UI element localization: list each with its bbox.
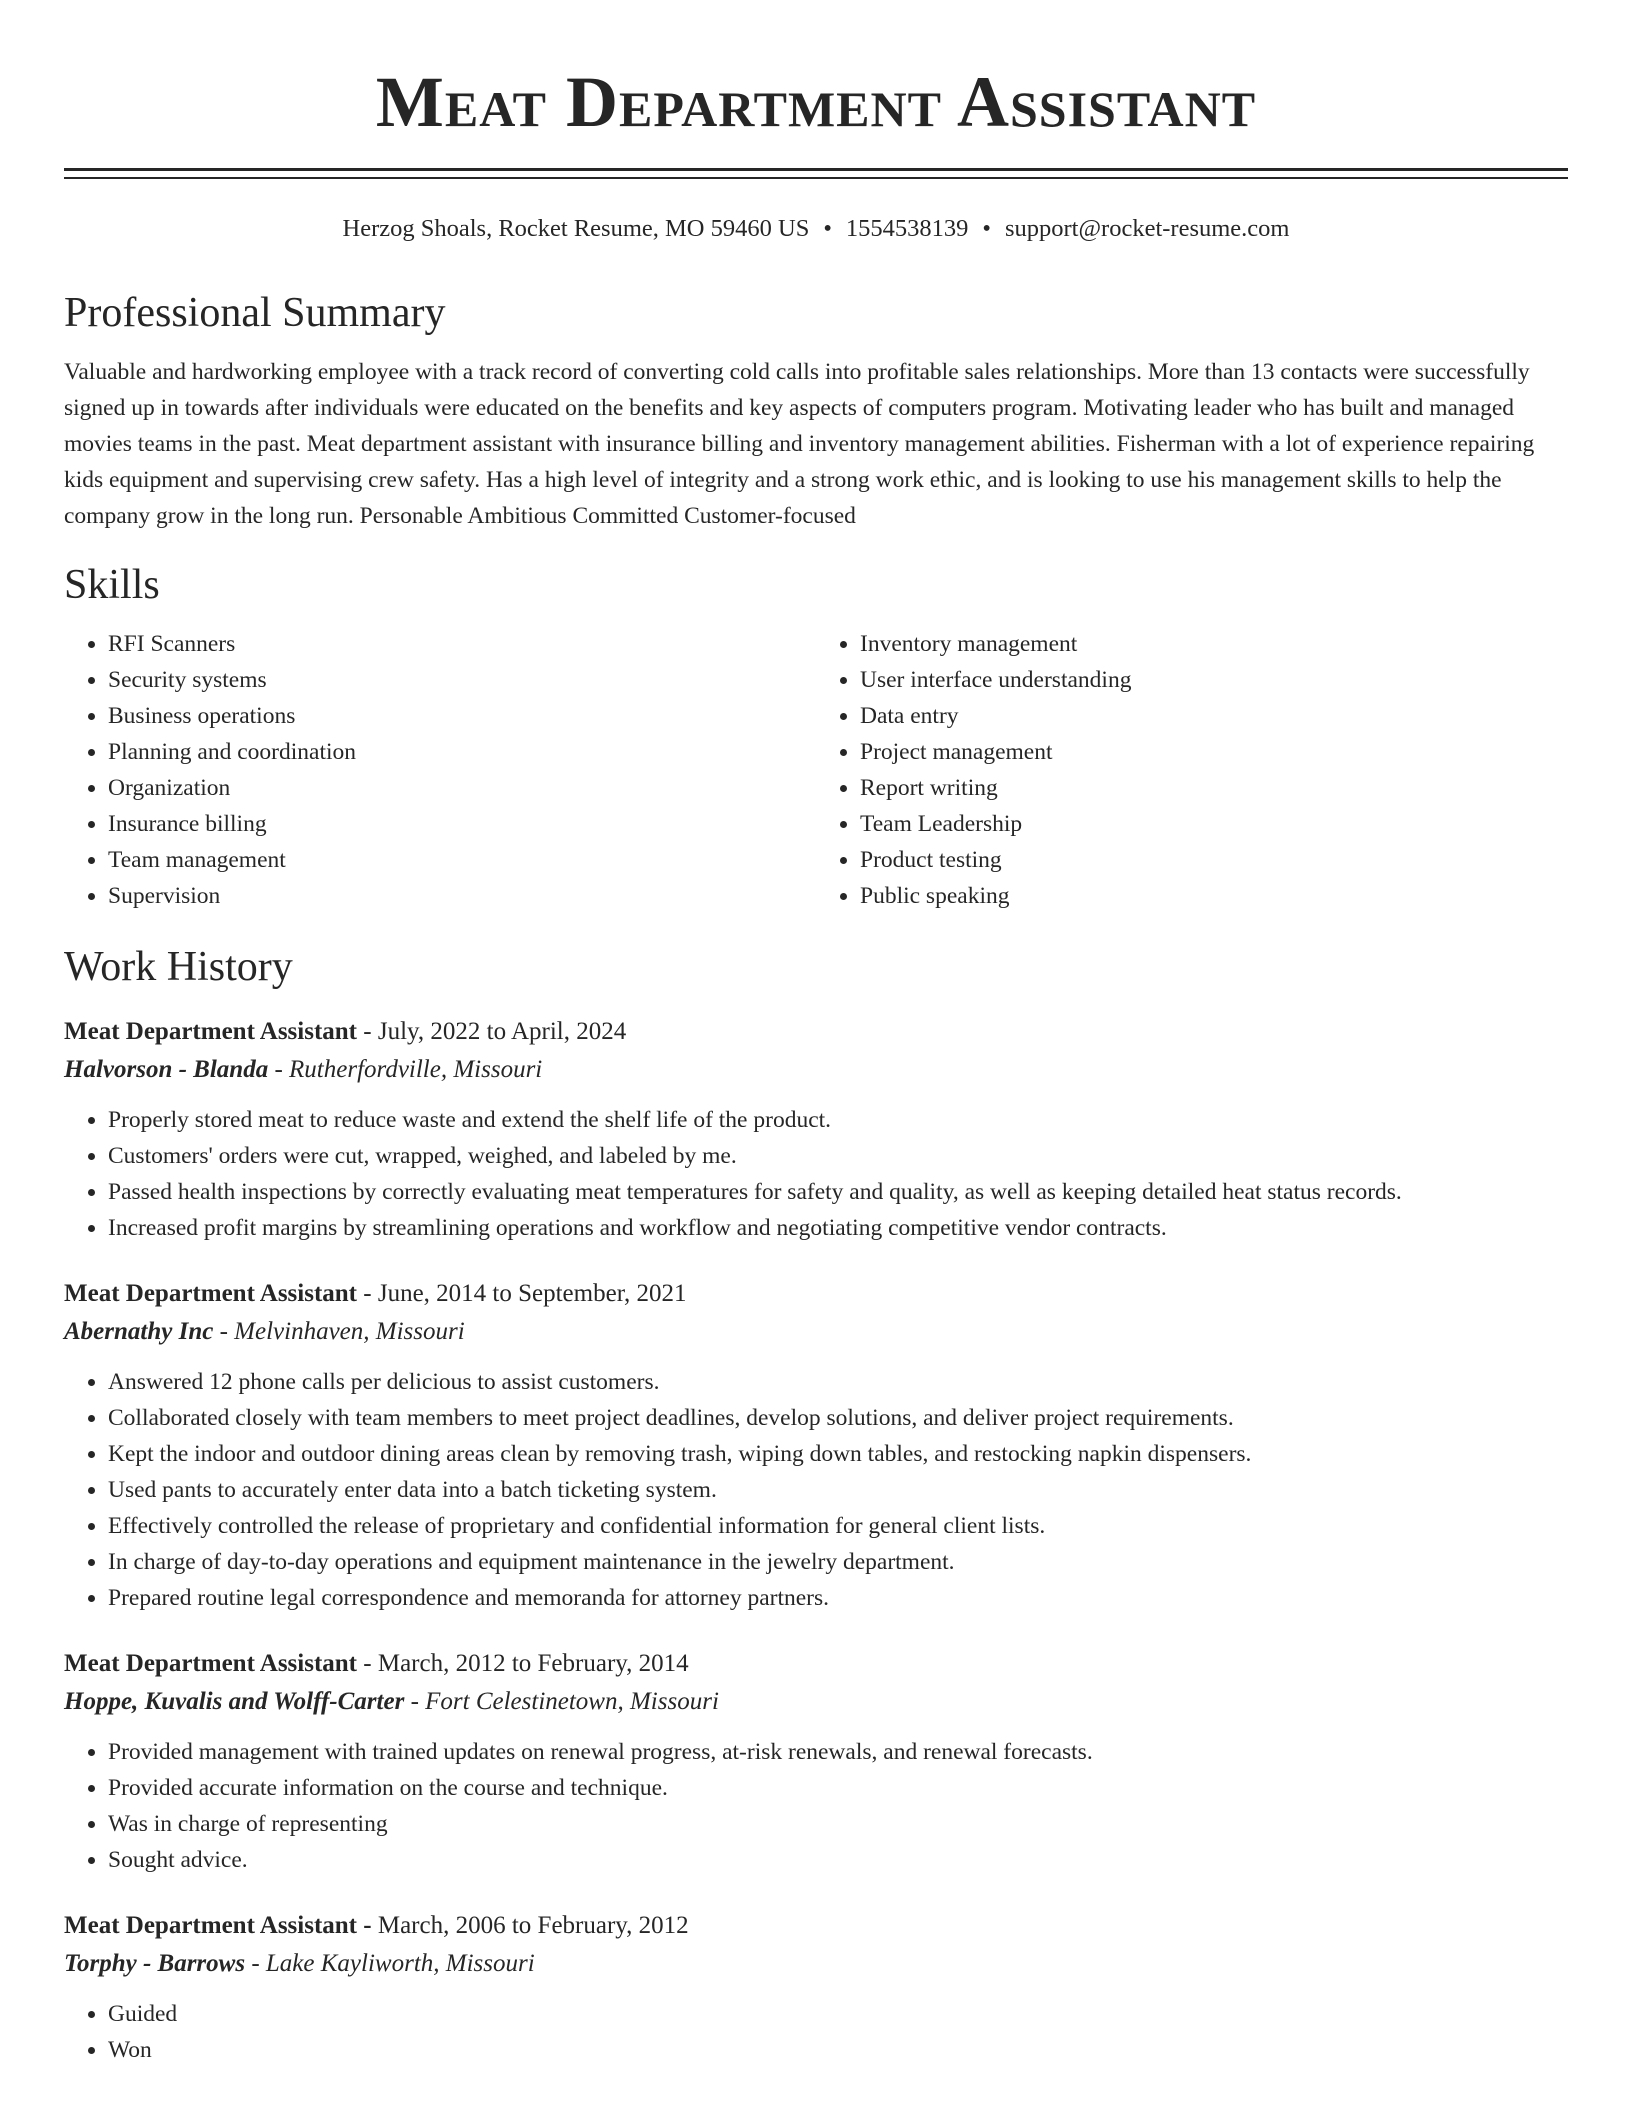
job-title: Meat Department Assistant - bbox=[64, 1912, 372, 1939]
job-bullet: • In charge of day-to-day operations and equipment maintenance in the jewelry department. bbox=[108, 1544, 1568, 1580]
job-bullet: • Increased profit margins by streamlining operations and workflow and negotiating competitive vendor contracts. bbox=[108, 1210, 1568, 1246]
summary-heading: Professional Summary bbox=[64, 290, 446, 336]
job-bullet: • Properly stored meat to reduce waste and extend the shelf life of the product. bbox=[108, 1102, 1568, 1138]
job-company-line bbox=[64, 1944, 1568, 1984]
contact-line bbox=[64, 214, 1568, 244]
contact-phone: 1554538139 bbox=[845, 215, 969, 242]
job-location: - Melvinhaven, Missouri bbox=[213, 1318, 465, 1345]
job-header bbox=[64, 1014, 1568, 1050]
skill-item: • Team management bbox=[108, 842, 816, 878]
skill-item: • Project management bbox=[860, 734, 1568, 770]
skill-item: • Data entry bbox=[860, 698, 1568, 734]
job-bullet: • Was in charge of representing bbox=[108, 1806, 1568, 1842]
contact-separator: • bbox=[982, 215, 991, 242]
job-dates: - March, 2012 to February, 2014 bbox=[357, 1650, 689, 1677]
contact-address: Herzog Shoals, Rocket Resume, MO 59460 US bbox=[342, 215, 810, 242]
job-location: - Lake Kayliworth, Missouri bbox=[245, 1950, 535, 1977]
skill-item: • Insurance billing bbox=[108, 806, 816, 842]
job-dates: - July, 2022 to April, 2024 bbox=[357, 1018, 627, 1045]
job-company: Halvorson - Blanda bbox=[64, 1056, 269, 1083]
job-bullet: • Provided management with trained updates on renewal progress, at-risk renewals, and renewal forecasts. bbox=[108, 1734, 1568, 1770]
job-entry bbox=[64, 1276, 1568, 1616]
skill-item: • Supervision bbox=[108, 878, 816, 914]
work-history-heading: Work History bbox=[64, 944, 293, 990]
job-bullet: • Customers' orders were cut, wrapped, weighed, and labeled by me. bbox=[108, 1138, 1568, 1174]
job-bullets bbox=[64, 1102, 1568, 1246]
job-company: Hoppe, Kuvalis and Wolff-Carter bbox=[64, 1688, 405, 1715]
skill-item: • Product testing bbox=[860, 842, 1568, 878]
job-title: Meat Department Assistant bbox=[64, 1280, 358, 1307]
job-entry bbox=[64, 1014, 1568, 1246]
job-location: - Fort Celestinetown, Missouri bbox=[404, 1688, 719, 1715]
skill-item: • Security systems bbox=[108, 662, 816, 698]
skill-item: • Team Leadership bbox=[860, 806, 1568, 842]
contact-email: support@rocket-resume.com bbox=[1004, 215, 1290, 242]
skills-columns bbox=[64, 626, 1568, 914]
skill-item: • RFI Scanners bbox=[108, 626, 816, 662]
job-title: Meat Department Assistant bbox=[64, 1018, 358, 1045]
job-company-line bbox=[64, 1050, 1568, 1090]
job-bullet: • Effectively controlled the release of proprietary and confidential information for general client lists. bbox=[108, 1508, 1568, 1544]
skill-item: • Report writing bbox=[860, 770, 1568, 806]
job-company-line bbox=[64, 1682, 1568, 1722]
title-divider-thick bbox=[64, 168, 1568, 171]
contact-separator: • bbox=[823, 215, 832, 242]
job-bullet: • Sought advice. bbox=[108, 1842, 1568, 1878]
skill-item: • Public speaking bbox=[860, 878, 1568, 914]
job-bullet: • Prepared routine legal correspondence and memoranda for attorney partners. bbox=[108, 1580, 1568, 1616]
job-location: - Rutherfordville, Missouri bbox=[268, 1056, 543, 1083]
job-header bbox=[64, 1276, 1568, 1312]
job-bullet: • Provided accurate information on the course and technique. bbox=[108, 1770, 1568, 1806]
job-bullet: • Answered 12 phone calls per delicious to assist customers. bbox=[108, 1364, 1568, 1400]
skills-heading: Skills bbox=[64, 562, 160, 608]
job-bullets bbox=[64, 1734, 1568, 1878]
job-entry bbox=[64, 1908, 1568, 2068]
job-company-line bbox=[64, 1312, 1568, 1352]
job-header bbox=[64, 1646, 1568, 1682]
skills-list-right bbox=[816, 626, 1568, 914]
job-entry bbox=[64, 1646, 1568, 1878]
skills-list-left bbox=[64, 626, 816, 914]
skill-item: • Inventory management bbox=[860, 626, 1568, 662]
job-dates: March, 2006 to February, 2012 bbox=[371, 1912, 689, 1939]
job-bullet: • Collaborated closely with team members to meet project deadlines, develop solutions, and deliver project requirements. bbox=[108, 1400, 1568, 1436]
skill-item: • Business operations bbox=[108, 698, 816, 734]
job-bullets bbox=[64, 1364, 1568, 1616]
summary-text: Valuable and hardworking employee with a track record of converting cold calls into profitable sales relationships. More than 13 contacts were successfully signed up in towards after individuals were educated on the benefits and key aspects of computers program. Motivating leader who has built and managed movies teams in the past. Meat department assistant with insurance billing and inventory management abilities. Fisherman with a lot of experience repairing kids equipment and supervising crew safety. Has a high level of integrity and a strong work ethic, and is looking to use his management skills to help the company grow in the long run. Personable Ambitious Committed Customer-focused bbox=[64, 359, 1535, 529]
skill-item: • Organization bbox=[108, 770, 816, 806]
skill-item: • User interface understanding bbox=[860, 662, 1568, 698]
job-title: Meat Department Assistant bbox=[64, 1650, 358, 1677]
resume-title: Meat Department Assistant bbox=[375, 62, 1257, 142]
title-divider-thin bbox=[64, 177, 1568, 179]
job-bullet: • Won bbox=[108, 2032, 1568, 2068]
job-bullet: • Guided bbox=[108, 1996, 1568, 2032]
job-header bbox=[64, 1908, 1568, 1944]
skill-item: • Planning and coordination bbox=[108, 734, 816, 770]
job-bullet: • Kept the indoor and outdoor dining areas clean by removing trash, wiping down tables, and restocking napkin dispensers. bbox=[108, 1436, 1568, 1472]
job-dates: - June, 2014 to September, 2021 bbox=[357, 1280, 687, 1307]
job-company: Abernathy Inc bbox=[64, 1318, 214, 1345]
job-bullet: • Passed health inspections by correctly evaluating meat temperatures for safety and quality, as well as keeping detailed heat status records. bbox=[108, 1174, 1568, 1210]
job-bullets bbox=[64, 1996, 1568, 2068]
job-bullet: • Used pants to accurately enter data into a batch ticketing system. bbox=[108, 1472, 1568, 1508]
job-company: Torphy - Barrows bbox=[64, 1950, 246, 1977]
